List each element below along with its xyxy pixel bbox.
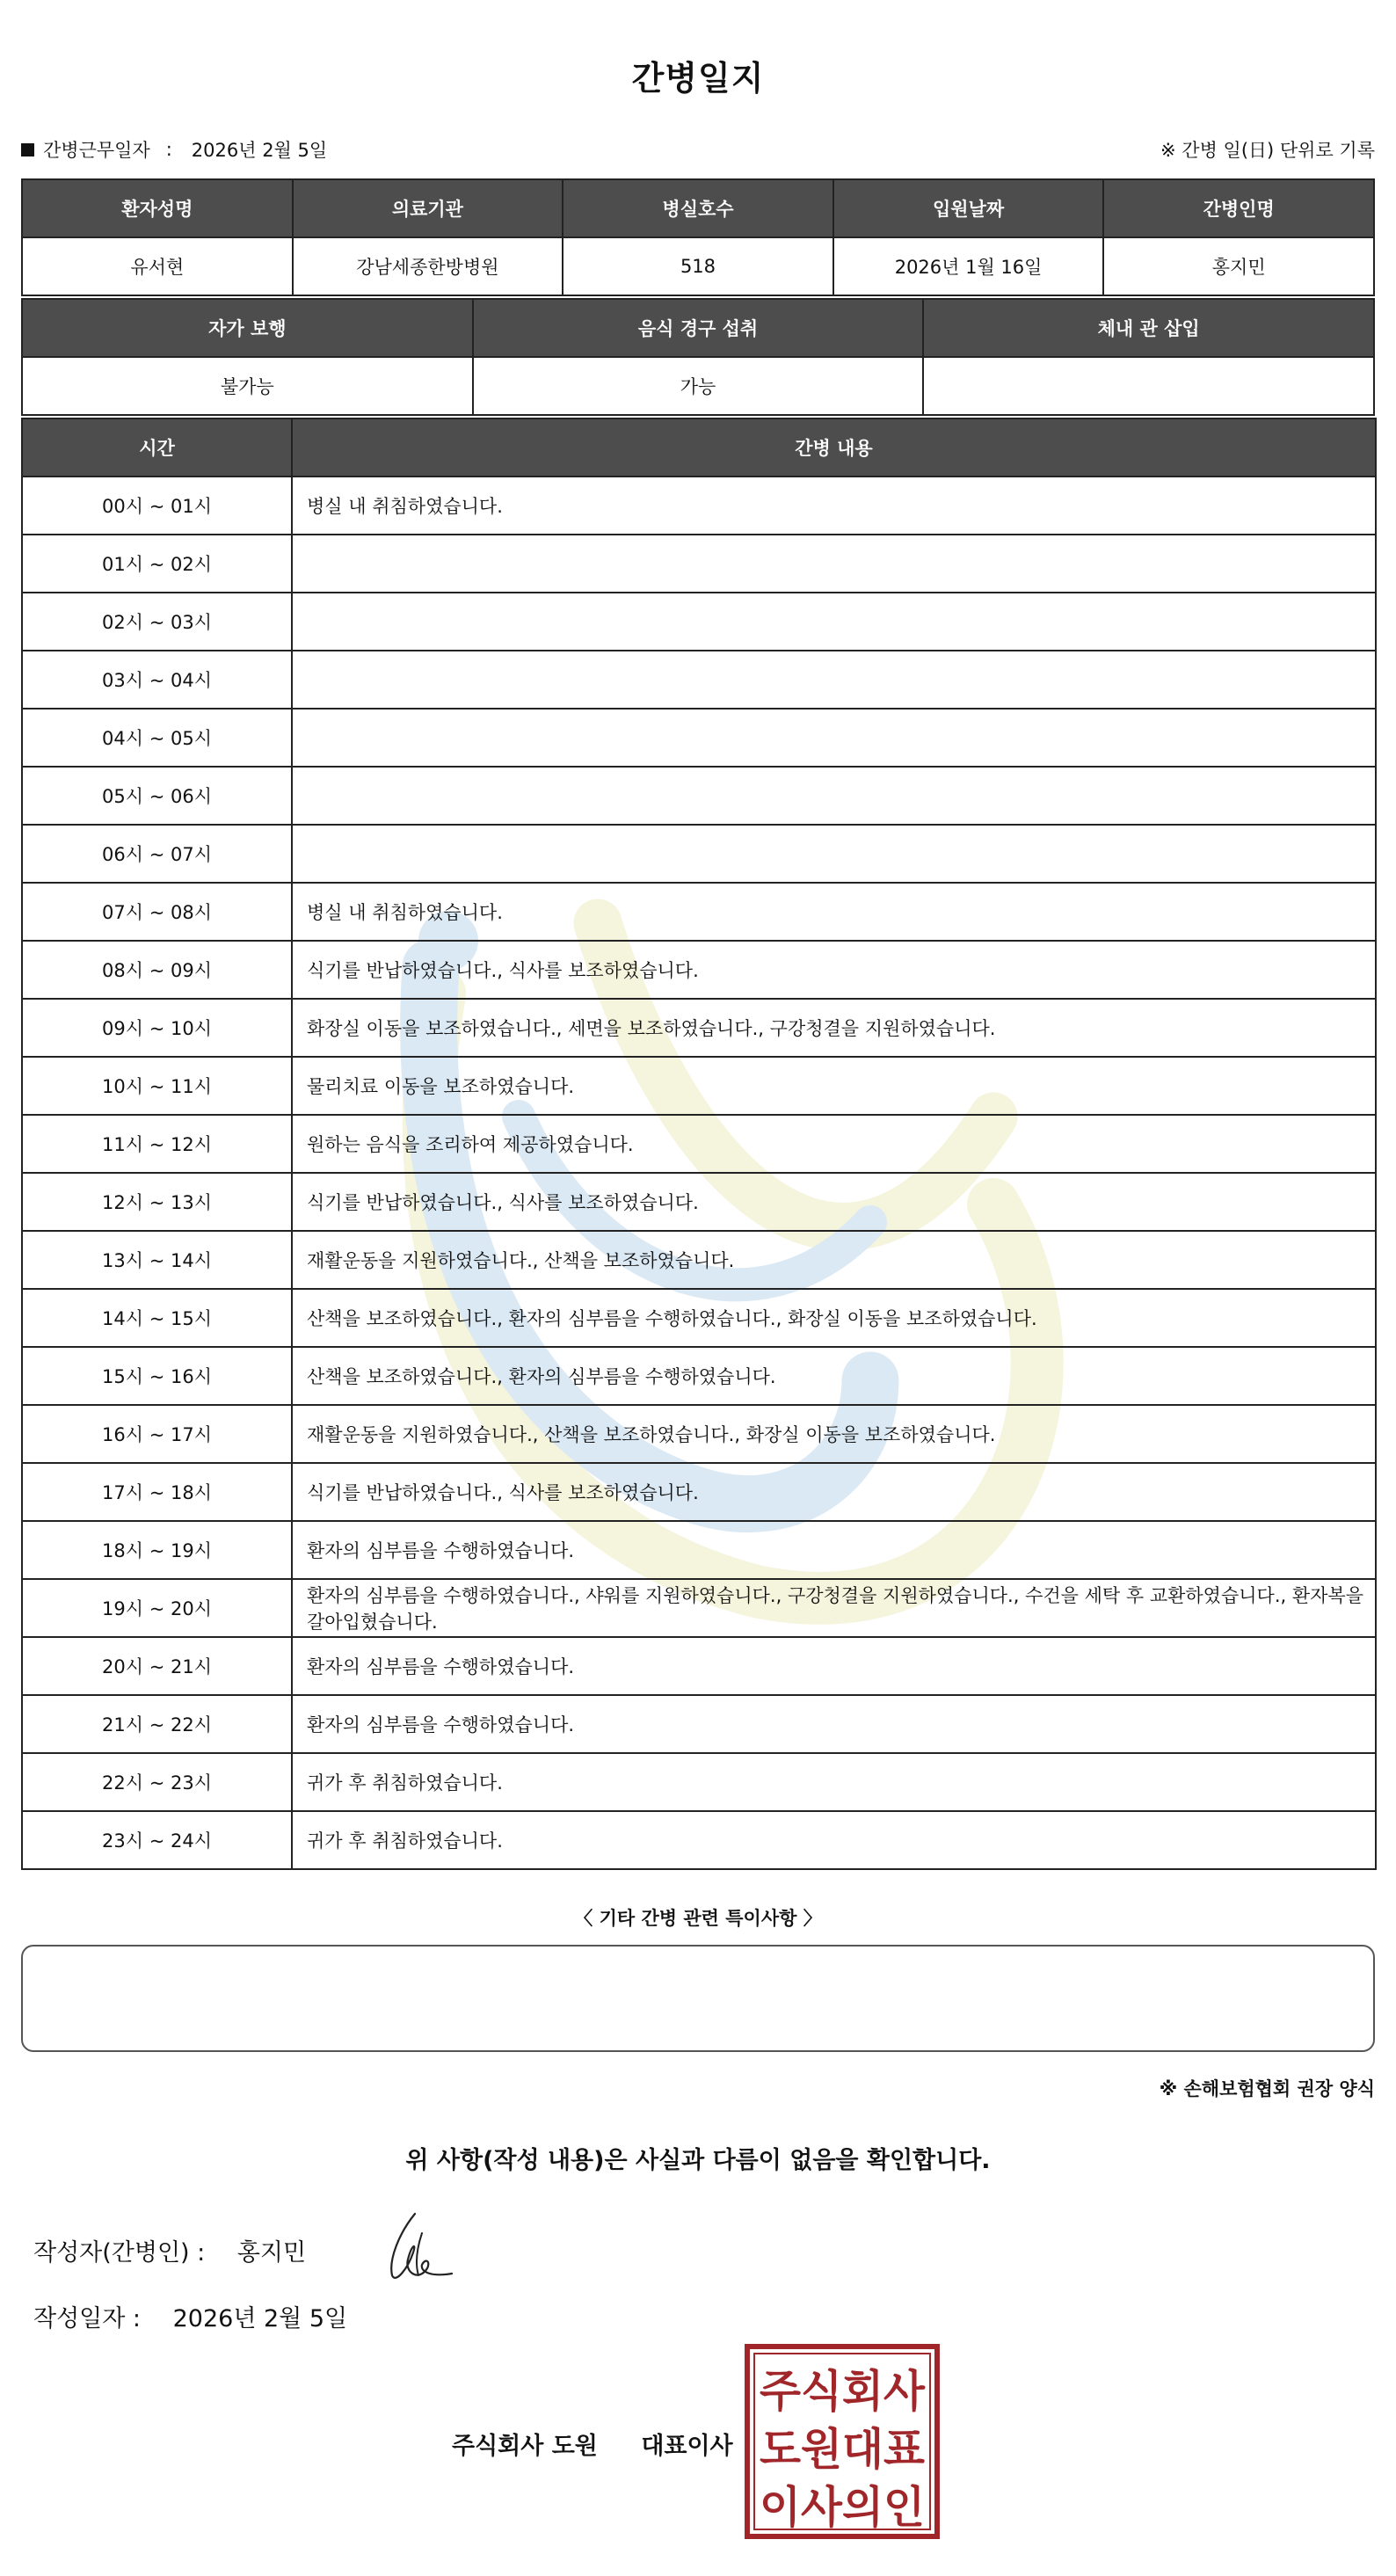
time-slot-cell: 02시 ~ 03시: [22, 593, 292, 651]
writer-line: [33, 2233, 306, 2267]
table-row: [22, 477, 1376, 535]
form-recommendation-note: ※ 손해보험협회 권장 양식: [1159, 2078, 1375, 2099]
header-oral-intake: 음식 경구 섭취: [473, 299, 924, 357]
admission-date: 2026년 1월 16일: [833, 237, 1104, 295]
oral-intake-value: 가능: [473, 357, 924, 415]
table-row: [22, 1463, 1376, 1521]
self-walking-value: 불가능: [22, 357, 473, 415]
care-content-cell: 병실 내 취침하였습니다.: [292, 477, 1376, 535]
room-number: 518: [563, 237, 833, 295]
time-slot-cell: 03시 ~ 04시: [22, 651, 292, 709]
time-slot-cell: 01시 ~ 02시: [22, 535, 292, 593]
company-representative-title: 대표이사: [641, 2433, 733, 2460]
table-row: [22, 1115, 1376, 1173]
table-row: [22, 941, 1376, 999]
header-care-content: 간병 내용: [292, 418, 1376, 477]
care-log-header-row: [22, 418, 1376, 477]
care-content-cell: [292, 709, 1376, 767]
care-content-cell: 환자의 심부름을 수행하였습니다.: [292, 1695, 1376, 1753]
writer-name: 홍지민: [236, 2239, 307, 2267]
time-slot-cell: 15시 ~ 16시: [22, 1347, 292, 1405]
table-row: [22, 767, 1376, 825]
company-name: 주식회사 도원: [452, 2433, 598, 2460]
writer-label: 작성자(간병인) :: [33, 2239, 206, 2267]
time-slot-cell: 13시 ~ 14시: [22, 1231, 292, 1289]
table-row: [22, 1289, 1376, 1347]
colon-separator: :: [165, 139, 172, 160]
patient-name: 유서현: [22, 237, 293, 295]
table-row: [22, 1753, 1376, 1811]
care-date-label: 간병근무일자: [43, 140, 150, 161]
time-slot-cell: 04시 ~ 05시: [22, 709, 292, 767]
time-slot-cell: 05시 ~ 06시: [22, 767, 292, 825]
document-title: 간병일지: [631, 59, 765, 98]
time-slot-cell: 12시 ~ 13시: [22, 1173, 292, 1231]
confirmation-statement: 위 사항(작성 내용)은 사실과 다름이 없음을 확인합니다.: [405, 2147, 991, 2174]
hospital-name: 강남세종한방병원: [293, 237, 563, 295]
square-bullet-icon: [21, 143, 34, 156]
care-content-cell: 귀가 후 취침하였습니다.: [292, 1811, 1376, 1869]
care-content-cell: 식기를 반납하였습니다., 식사를 보조하였습니다.: [292, 941, 1376, 999]
header-patient-name: 환자성명: [22, 179, 293, 237]
table-row: [22, 1347, 1376, 1405]
table-row: [22, 883, 1376, 941]
care-content-cell: [292, 593, 1376, 651]
header-hospital: 의료기관: [293, 179, 563, 237]
table-row: [22, 1579, 1376, 1637]
care-content-cell: 산책을 보조하였습니다., 환자의 심부름을 수행하였습니다.: [292, 1347, 1376, 1405]
care-content-cell: 산책을 보조하였습니다., 환자의 심부름을 수행하였습니다., 화장실 이동을 보조하였습니다.: [292, 1289, 1376, 1347]
header-room-number: 병실호수: [563, 179, 833, 237]
time-slot-cell: 22시 ~ 23시: [22, 1753, 292, 1811]
notes-box: [21, 1945, 1375, 2052]
care-date-value: 2026년 2월 5일: [191, 140, 328, 161]
care-content-cell: 원하는 음식을 조리하여 제공하였습니다.: [292, 1115, 1376, 1173]
table-row: [22, 535, 1376, 593]
write-date-value: 2026년 2월 5일: [172, 2305, 348, 2332]
care-content-cell: 환자의 심부름을 수행하였습니다., 샤워를 지원하였습니다., 구강청결을 지원하였습니다., 수건을 세탁 후 교환하였습니다., 환자복을 갈아입혔습니다.: [292, 1579, 1376, 1637]
time-slot-cell: 11시 ~ 12시: [22, 1115, 292, 1173]
table-row: [22, 593, 1376, 651]
patient-status-value-row: [22, 357, 1374, 415]
table-row: [22, 1231, 1376, 1289]
care-content-cell: 환자의 심부름을 수행하였습니다.: [292, 1637, 1376, 1695]
time-slot-cell: 08시 ~ 09시: [22, 941, 292, 999]
time-slot-cell: 10시 ~ 11시: [22, 1057, 292, 1115]
care-content-cell: 식기를 반납하였습니다., 식사를 보조하였습니다.: [292, 1173, 1376, 1231]
patient-status-header-row: [22, 299, 1374, 357]
table-row: [22, 1637, 1376, 1695]
table-row: [22, 1173, 1376, 1231]
caregiver-name: 홍지민: [1103, 237, 1374, 295]
header-self-walking: 자가 보행: [22, 299, 473, 357]
care-content-cell: 화장실 이동을 보조하였습니다., 세면을 보조하였습니다., 구강청결을 지원하였습니다.: [292, 999, 1376, 1057]
handwritten-signature: [373, 2207, 461, 2286]
care-content-cell: 재활운동을 지원하였습니다., 산책을 보조하였습니다., 화장실 이동을 보조하였습니다.: [292, 1405, 1376, 1463]
care-content-cell: 식기를 반납하였습니다., 식사를 보조하였습니다.: [292, 1463, 1376, 1521]
care-date-line: [21, 136, 327, 163]
care-content-cell: 귀가 후 취침하였습니다.: [292, 1753, 1376, 1811]
tube-insertion-value: [923, 357, 1374, 415]
header-caregiver-name: 간병인명: [1103, 179, 1374, 237]
header-time: 시간: [22, 418, 292, 477]
company-seal-stamp: [744, 2343, 941, 2540]
header-tube-insertion: 체내 관 삽입: [923, 299, 1374, 357]
time-slot-cell: 14시 ~ 15시: [22, 1289, 292, 1347]
table-row: [22, 651, 1376, 709]
company-signature-line: [452, 2427, 733, 2461]
care-content-cell: 환자의 심부름을 수행하였습니다.: [292, 1521, 1376, 1579]
time-slot-cell: 07시 ~ 08시: [22, 883, 292, 941]
table-row: [22, 1405, 1376, 1463]
table-row: [22, 999, 1376, 1057]
care-content-cell: [292, 767, 1376, 825]
care-content-cell: [292, 535, 1376, 593]
unit-note: ※ 간병 일(日) 단위로 기록: [1160, 140, 1375, 161]
svg-text:도원대표: 도원대표: [760, 2424, 926, 2475]
time-slot-cell: 17시 ~ 18시: [22, 1463, 292, 1521]
patient-info-header-row: [22, 179, 1374, 237]
notes-title: 〈 기타 간병 관련 특이사항 〉: [574, 1908, 822, 1929]
table-row: [22, 825, 1376, 883]
table-row: [22, 1811, 1376, 1869]
care-content-cell: [292, 825, 1376, 883]
time-slot-cell: 16시 ~ 17시: [22, 1405, 292, 1463]
patient-status-table: [21, 298, 1375, 416]
patient-info-table: [21, 178, 1375, 296]
time-slot-cell: 18시 ~ 19시: [22, 1521, 292, 1579]
table-row: [22, 1057, 1376, 1115]
svg-text:주식회사: 주식회사: [760, 2366, 926, 2417]
patient-info-value-row: [22, 237, 1374, 295]
write-date-label: 작성일자 :: [33, 2305, 142, 2332]
care-content-cell: [292, 651, 1376, 709]
care-content-cell: 재활운동을 지원하였습니다., 산책을 보조하였습니다.: [292, 1231, 1376, 1289]
care-log-table: [21, 418, 1377, 1870]
care-log-body: [22, 477, 1376, 1869]
care-content-cell: 물리치료 이동을 보조하였습니다.: [292, 1057, 1376, 1115]
time-slot-cell: 06시 ~ 07시: [22, 825, 292, 883]
time-slot-cell: 19시 ~ 20시: [22, 1579, 292, 1637]
time-slot-cell: 21시 ~ 22시: [22, 1695, 292, 1753]
svg-text:이사의인: 이사의인: [760, 2482, 925, 2533]
time-slot-cell: 23시 ~ 24시: [22, 1811, 292, 1869]
table-row: [22, 1521, 1376, 1579]
table-row: [22, 709, 1376, 767]
care-content-cell: 병실 내 취침하였습니다.: [292, 883, 1376, 941]
time-slot-cell: 20시 ~ 21시: [22, 1637, 292, 1695]
time-slot-cell: 09시 ~ 10시: [22, 999, 292, 1057]
table-row: [22, 1695, 1376, 1753]
write-date-line: [33, 2299, 347, 2333]
header-admission-date: 입원날짜: [833, 179, 1104, 237]
time-slot-cell: 00시 ~ 01시: [22, 477, 292, 535]
